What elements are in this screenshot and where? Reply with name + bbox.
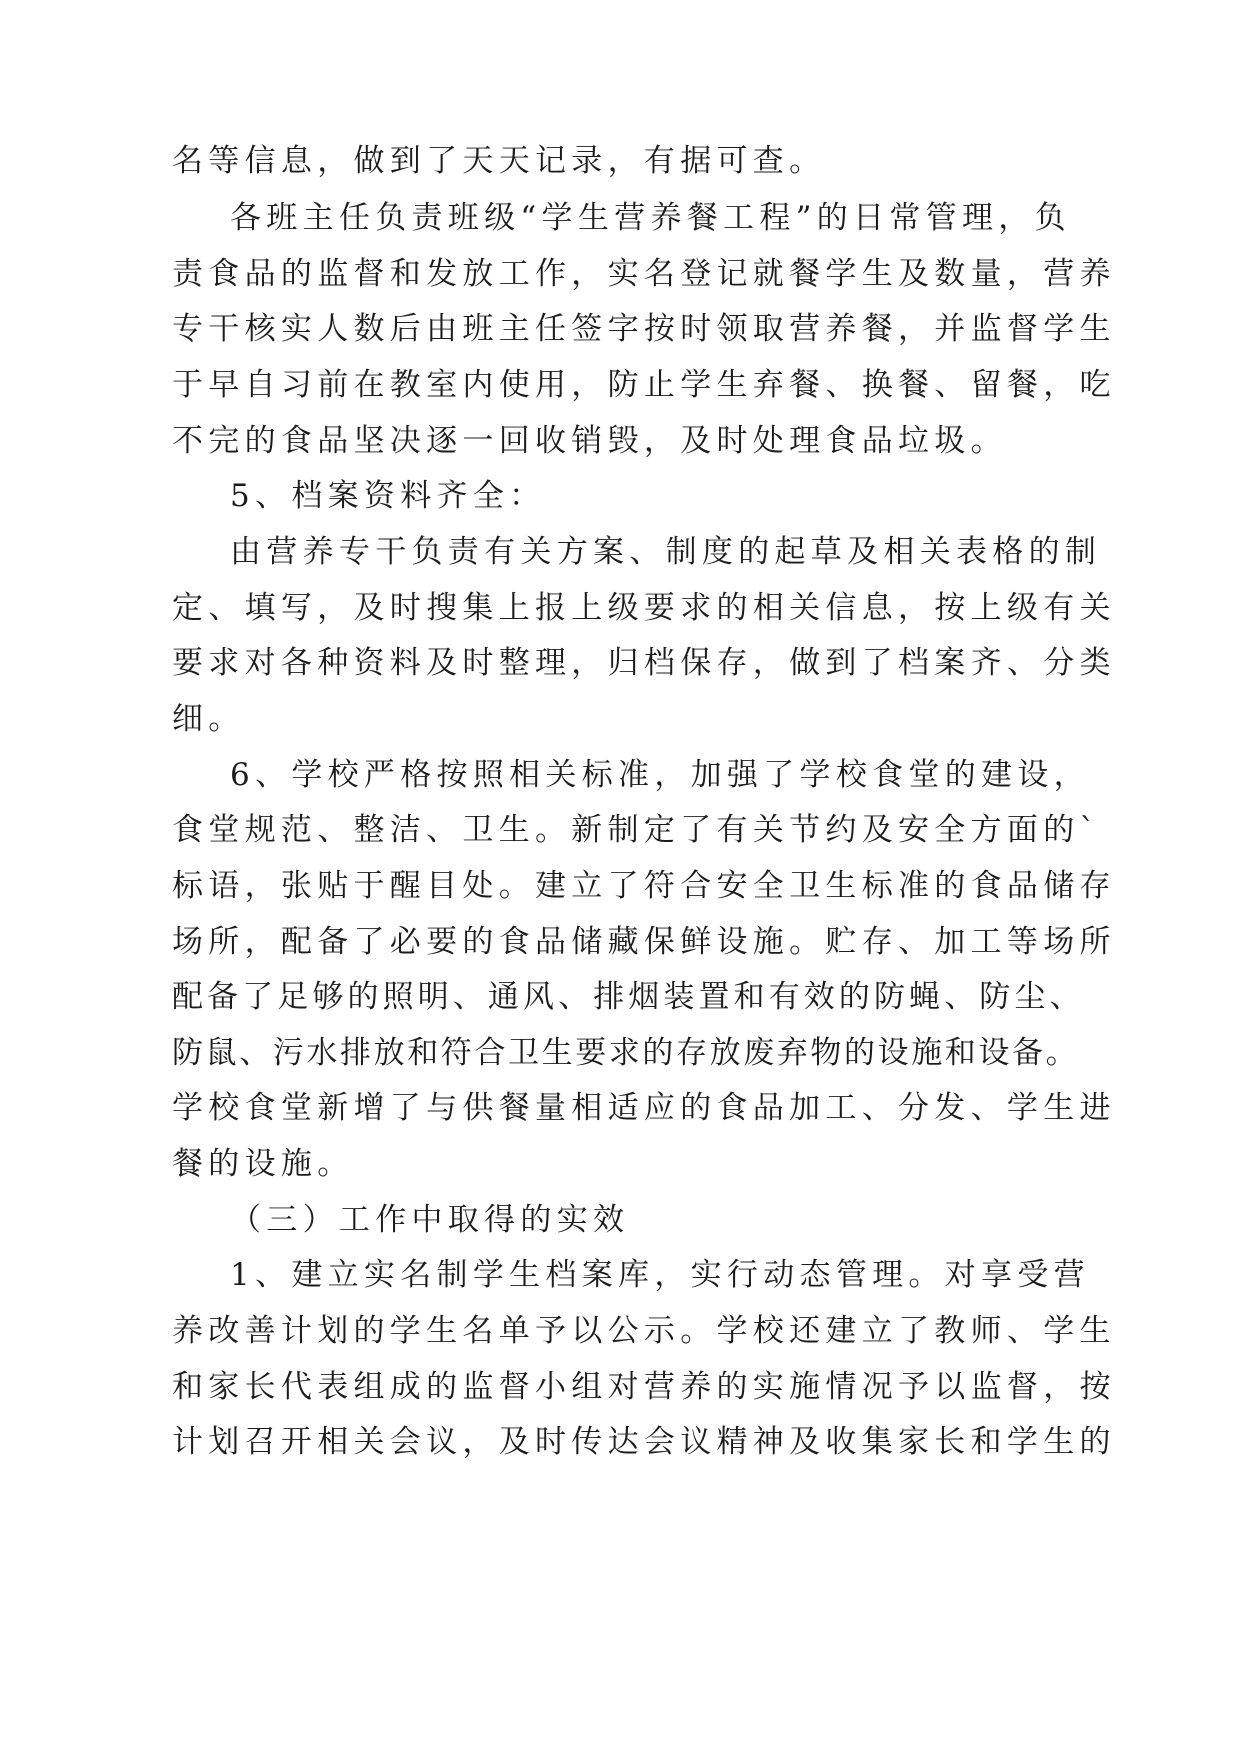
section-heading: 5、档案资料齐全： bbox=[230, 478, 546, 514]
text-line: 定、填写，及时搜集上报上级要求的相关信息，按上级有关 bbox=[172, 590, 1116, 626]
text-line: 专干核实人数后由班主任签字按时领取营养餐，并监督学生 bbox=[172, 311, 1116, 347]
text-line: 于早自习前在教室内使用，防止学生弃餐、换餐、留餐，吃 bbox=[172, 367, 1116, 403]
text-line: 学校食堂新增了与供餐量相适应的食品加工、分发、学生进 bbox=[172, 1090, 1116, 1126]
text-line: 由营养专干负责有关方案、制度的起草及相关表格的制 bbox=[230, 534, 1102, 570]
text-line: 要求对各种资料及时整理，归档保存，做到了档案齐、分类 bbox=[172, 645, 1116, 681]
text-line: 细。 bbox=[172, 701, 245, 737]
text-line: 配备了足够的照明、通风、排烟装置和有效的防蝇、防尘、 bbox=[172, 979, 1085, 1015]
text-line: 食堂规范、整洁、卫生。新制定了有关节约及安全方面的` bbox=[172, 812, 1101, 848]
section-heading: （三）工作中取得的实效 bbox=[230, 1202, 630, 1238]
text-line: 养改善计划的学生名单予以公示。学校还建立了教师、学生 bbox=[172, 1313, 1116, 1349]
text-line: 不完的食品坚决逐一回收销毁，及时处理食品垃圾。 bbox=[172, 423, 1007, 459]
text-line: 6、学校严格按照相关标准，加强了学校食堂的建设， bbox=[230, 757, 1090, 793]
text-line: 计划召开相关会议，及时传达会议精神及收集家长和学生的 bbox=[172, 1424, 1116, 1460]
text-line: 餐的设施。 bbox=[172, 1146, 354, 1182]
text-line: 场所，配备了必要的食品储藏保鲜设施。贮存、加工等场所 bbox=[172, 924, 1116, 960]
text-line: 标语，张贴于醒目处。建立了符合安全卫生标准的食品储存 bbox=[172, 868, 1116, 904]
text-line: 责食品的监督和发放工作，实名登记就餐学生及数量，营养 bbox=[172, 256, 1116, 292]
text-line: 名等信息，做到了天天记录，有据可查。 bbox=[172, 143, 826, 179]
text-line: 1、建立实名制学生档案库，实行动态管理。对享受营 bbox=[230, 1257, 1090, 1293]
text-line: 和家长代表组成的监督小组对营养的实施情况予以监督，按 bbox=[172, 1369, 1116, 1405]
text-line: 防鼠、污水排放和符合卫生要求的存放废弃物的设施和设备。 bbox=[172, 1035, 1080, 1071]
text-line: 各班主任负责班级“学生营养餐工程”的日常管理，负 bbox=[230, 200, 1071, 236]
